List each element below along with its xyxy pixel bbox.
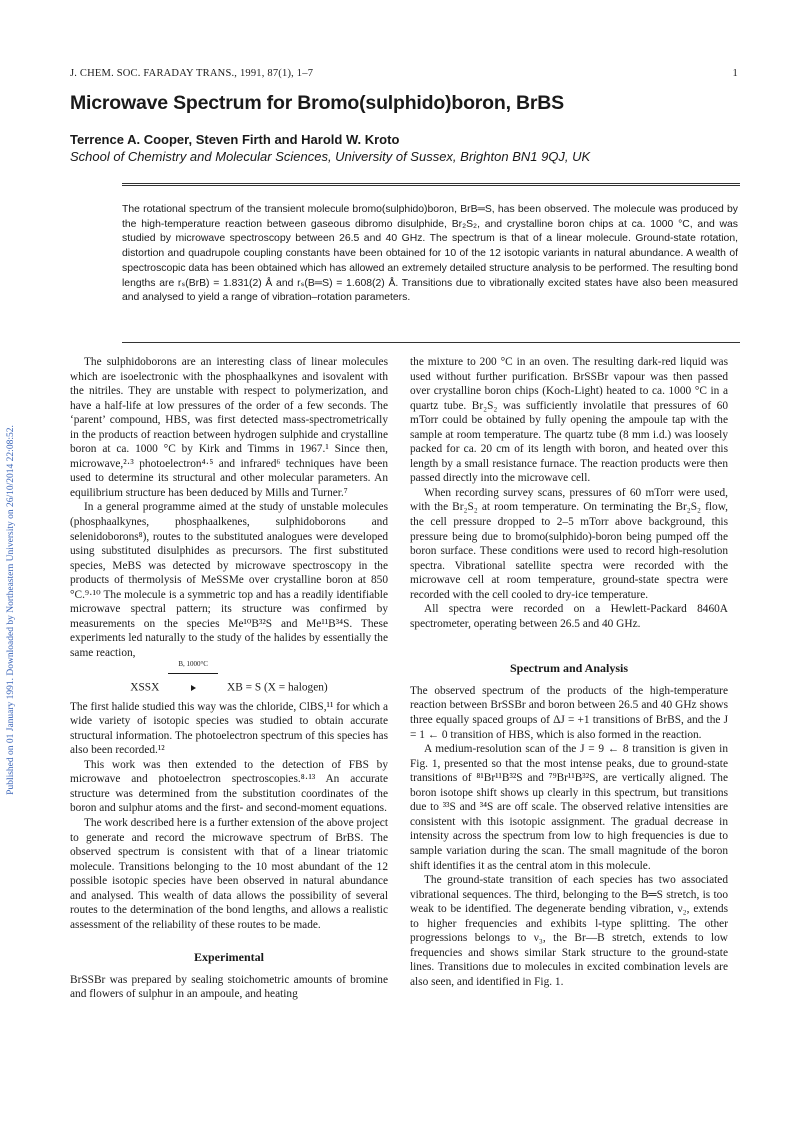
experimental-paragraph-4: All spectra were recorded on a Hewlett-Packard 8460A spectrometer, operating between 26.5 and 40 GHz. [410,603,728,630]
reaction-arrow [166,660,220,695]
equation-reactant: XSSX [130,682,160,695]
journal-citation: J. CHEM. SOC. FARADAY TRANS., 1991, 87(1), 1–7 [70,68,314,79]
intro-paragraph-5: The work described here is a further extension of the above project to generate and record the microwave spectrum of BrBS. The observed spectrum is consistent with that of a linear triatomic molecule. Transitions belonging to the 10 most abundant of the 12 possible isotopic species have been observed in natural abundance and analysed. This wealth of data allows the possibility of several routes to the determination of the bond lengths, and allows a realistic assessment of the reliability of these routes to be made. [70,816,388,931]
reaction-condition: B, 1000°C [178,660,208,669]
abstract: The rotational spectrum of the transient molecule bromo(sulphido)boron, BrB═S, has been observed. The molecule was produced by the high-temperature reaction between gaseous dibromo disulphide, Br₂S₂, and crystalline boron chips at ca. 1000 °C, and was studied by microwave spectroscopy between 26.5 and 40 GHz. The spectrum is that of a linear molecule. Ground-state rotation, distortion and quadrupole coupling constants have been obtained for 10 of the 12 isotopic variants in natural abundance. A wealth of spectroscopic data has been obtained which has allowed an extremely detailed structure analysis to be performed. The resulting bond lengths are rₛ(BrB) = 1.831(2) Å and rₛ(B═S) = 1.608(2) Å. Transitions due to vibrationally excited states have also been measured and analysed to yield a range of vibration–rotation parameters. [122,204,738,304]
experimental-paragraph-3: When recording survey scans, pressures of 60 mTorr were used, with the Br₂S₂ at room temperature. On terminating the Br₂S₂ flow, the cell pressure dropped to 2–5 mTorr above background, this pressure being due to bromo(sulphido)-boron being pumped off the boron surface. These conditions were used to record high-resolution spectra. Vibrational satellite spectra were recorded with the microwave cell at room temperature, ground-state spectra were recorded with the cell cooled to dry-ice temperature. [410,486,728,601]
paper-title: Microwave Spectrum for Bromo(sulphido)boron, BrBS [70,92,564,114]
divider-top-double [122,185,740,186]
spectrum-paragraph-1: The observed spectrum of the products of the high-temperature reaction between BrSSBr and boron between 26.5 and 40 GHz shows three equally spaced groups of ΔJ = +1 transitions of BrBS, and the J = 1 ← 0 transition of HBS, which is also formed in the reaction. [410,684,728,741]
divider-bottom [122,342,740,343]
divider-top [122,183,740,184]
download-watermark [4,150,18,1070]
reaction-equation [70,660,388,695]
spectrum-paragraph-3: The ground-state transition of each species has two associated vibrational sequences. The third, belonging to the B═S stretch, is too weak to be identified. The degenerate bending vibration, ν₂, extends to higher frequencies and exhibits l-type splitting. The other progressions belongs to ν₃, the Br—B stretch, extends to low frequencies and shows similar Stark structure to the ground-state lines. Transitions due to molecules in excited combination levels are also seen, and identified in Fig. 1. [410,874,728,988]
intro-paragraph-1: The sulphidoborons are an interesting class of linear molecules which are isoelectronic with the phosphaalkynes and isovalent with the nitriles. They are unstable with respect to polymerization, and have a half-life at low pressures of the order of a few seconds. The ‘parent’ compound, HBS, was first detected mass-spectrometrically in the products of reaction between hydrogen sulphide and crystalline boron at ca. 1000 °C by Kirk and Timms in 1967.¹ Since then, microwave,²·³ photoelectron⁴·⁵ and infrared⁶ techniques have been used to determine its structural and other molecular parameters. An equilibrium structure has been deduced by Mills and Turner.⁷ [70,356,388,499]
left-column [70,355,388,1002]
equation-product: XB = S (X = halogen) [227,682,328,695]
section-heading-spectrum: Spectrum and Analysis [509,661,629,676]
intro-paragraph-4: This work was then extended to the detection of FBS by microwave and photoelectron spectroscopies.⁸·¹³ An accurate structure was determined from the substitution coordinates of the boron and sulphur atoms and the first- and second-moment equations. [70,758,388,815]
experimental-paragraph-1: BrSSBr was prepared by sealing stoichometric amounts of bromine and flowers of sulphur in an ampoule, and heating [70,973,388,1001]
section-heading-experimental: Experimental [194,950,264,965]
author-list: Terrence A. Cooper, Steven Firth and Harold W. Kroto [70,132,400,147]
download-note: Published on 01 January 1991. Downloaded by Northeastern University on 26/10/2014 22:08:52. [6,425,16,795]
intro-paragraph-2: In a general programme aimed at the study of unstable molecules (phosphaalkynes, phosphaalkenes, sulphidoborons and selenidoborons⁸), routes to the substituted analogues were developed using substituted disulphides as precursors. The first substituted species, MeBS was detected by microwave spectroscopy in the products of thermolysis of MeSSMe over crystalline boron at 850 °C.⁹·¹⁰ The molecule is a symmetric top and has a readily identifiable microwave spectral pattern; its structure was confirmed by measurements on the species Me¹⁰B³²S and Me¹¹B³⁴S. These experiments led naturally to the study of the halides by essentially the same reaction, [70,501,388,659]
intro-paragraph-3: The first halide studied this way was the chloride, ClBS,¹¹ for which a wide variety of isotopic species was studied to obtain accurate structural information. The photoelectron spectrum of this species has also been recorded.¹² [70,700,388,757]
page-number: 1 [732,68,738,79]
right-column [410,355,728,989]
affiliation: School of Chemistry and Molecular Sciences, University of Sussex, Brighton BN1 9QJ, UK [70,149,591,164]
experimental-paragraph-2: the mixture to 200 °C in an oven. The resulting dark-red liquid was used without further purification. BrSSBr vapour was then passed over crystalline boron chips (Koch-Light) heated to ca. 1000 °C in a quartz tube. Br₂S₂ was sufficiently involatile that pressures of 60 mTorr could be obtained by fully opening the ampoule tap with the sample at room temperature. The quartz tube (8 mm i.d.) was loosely packed for ca. 20 cm of its length with boron, and heated over this length by a small resistance furnace. The reaction products were then passed directly into the microwave cell. [410,356,728,485]
spectrum-paragraph-2: A medium-resolution scan of the J = 9 ← 8 transition is given in Fig. 1, presented so that the most intense peaks, due to ground-state transitions of ⁸¹Br¹¹B³²S and ⁷⁹Br¹¹B³²S, are vertically aligned. The boron isotope shift shows up clearly in this spectrum, but transitions due to ³³S and ³⁴S are off scale. The observed relative intensities are consistent with this isotopic assignment. The gradual decrease in intensity across the spectrum from low to high frequencies is due to sample variation during the scan. The small magnitude of the boron shift identifies it as the central atom in this molecule. [410,743,728,872]
running-head [70,68,738,79]
